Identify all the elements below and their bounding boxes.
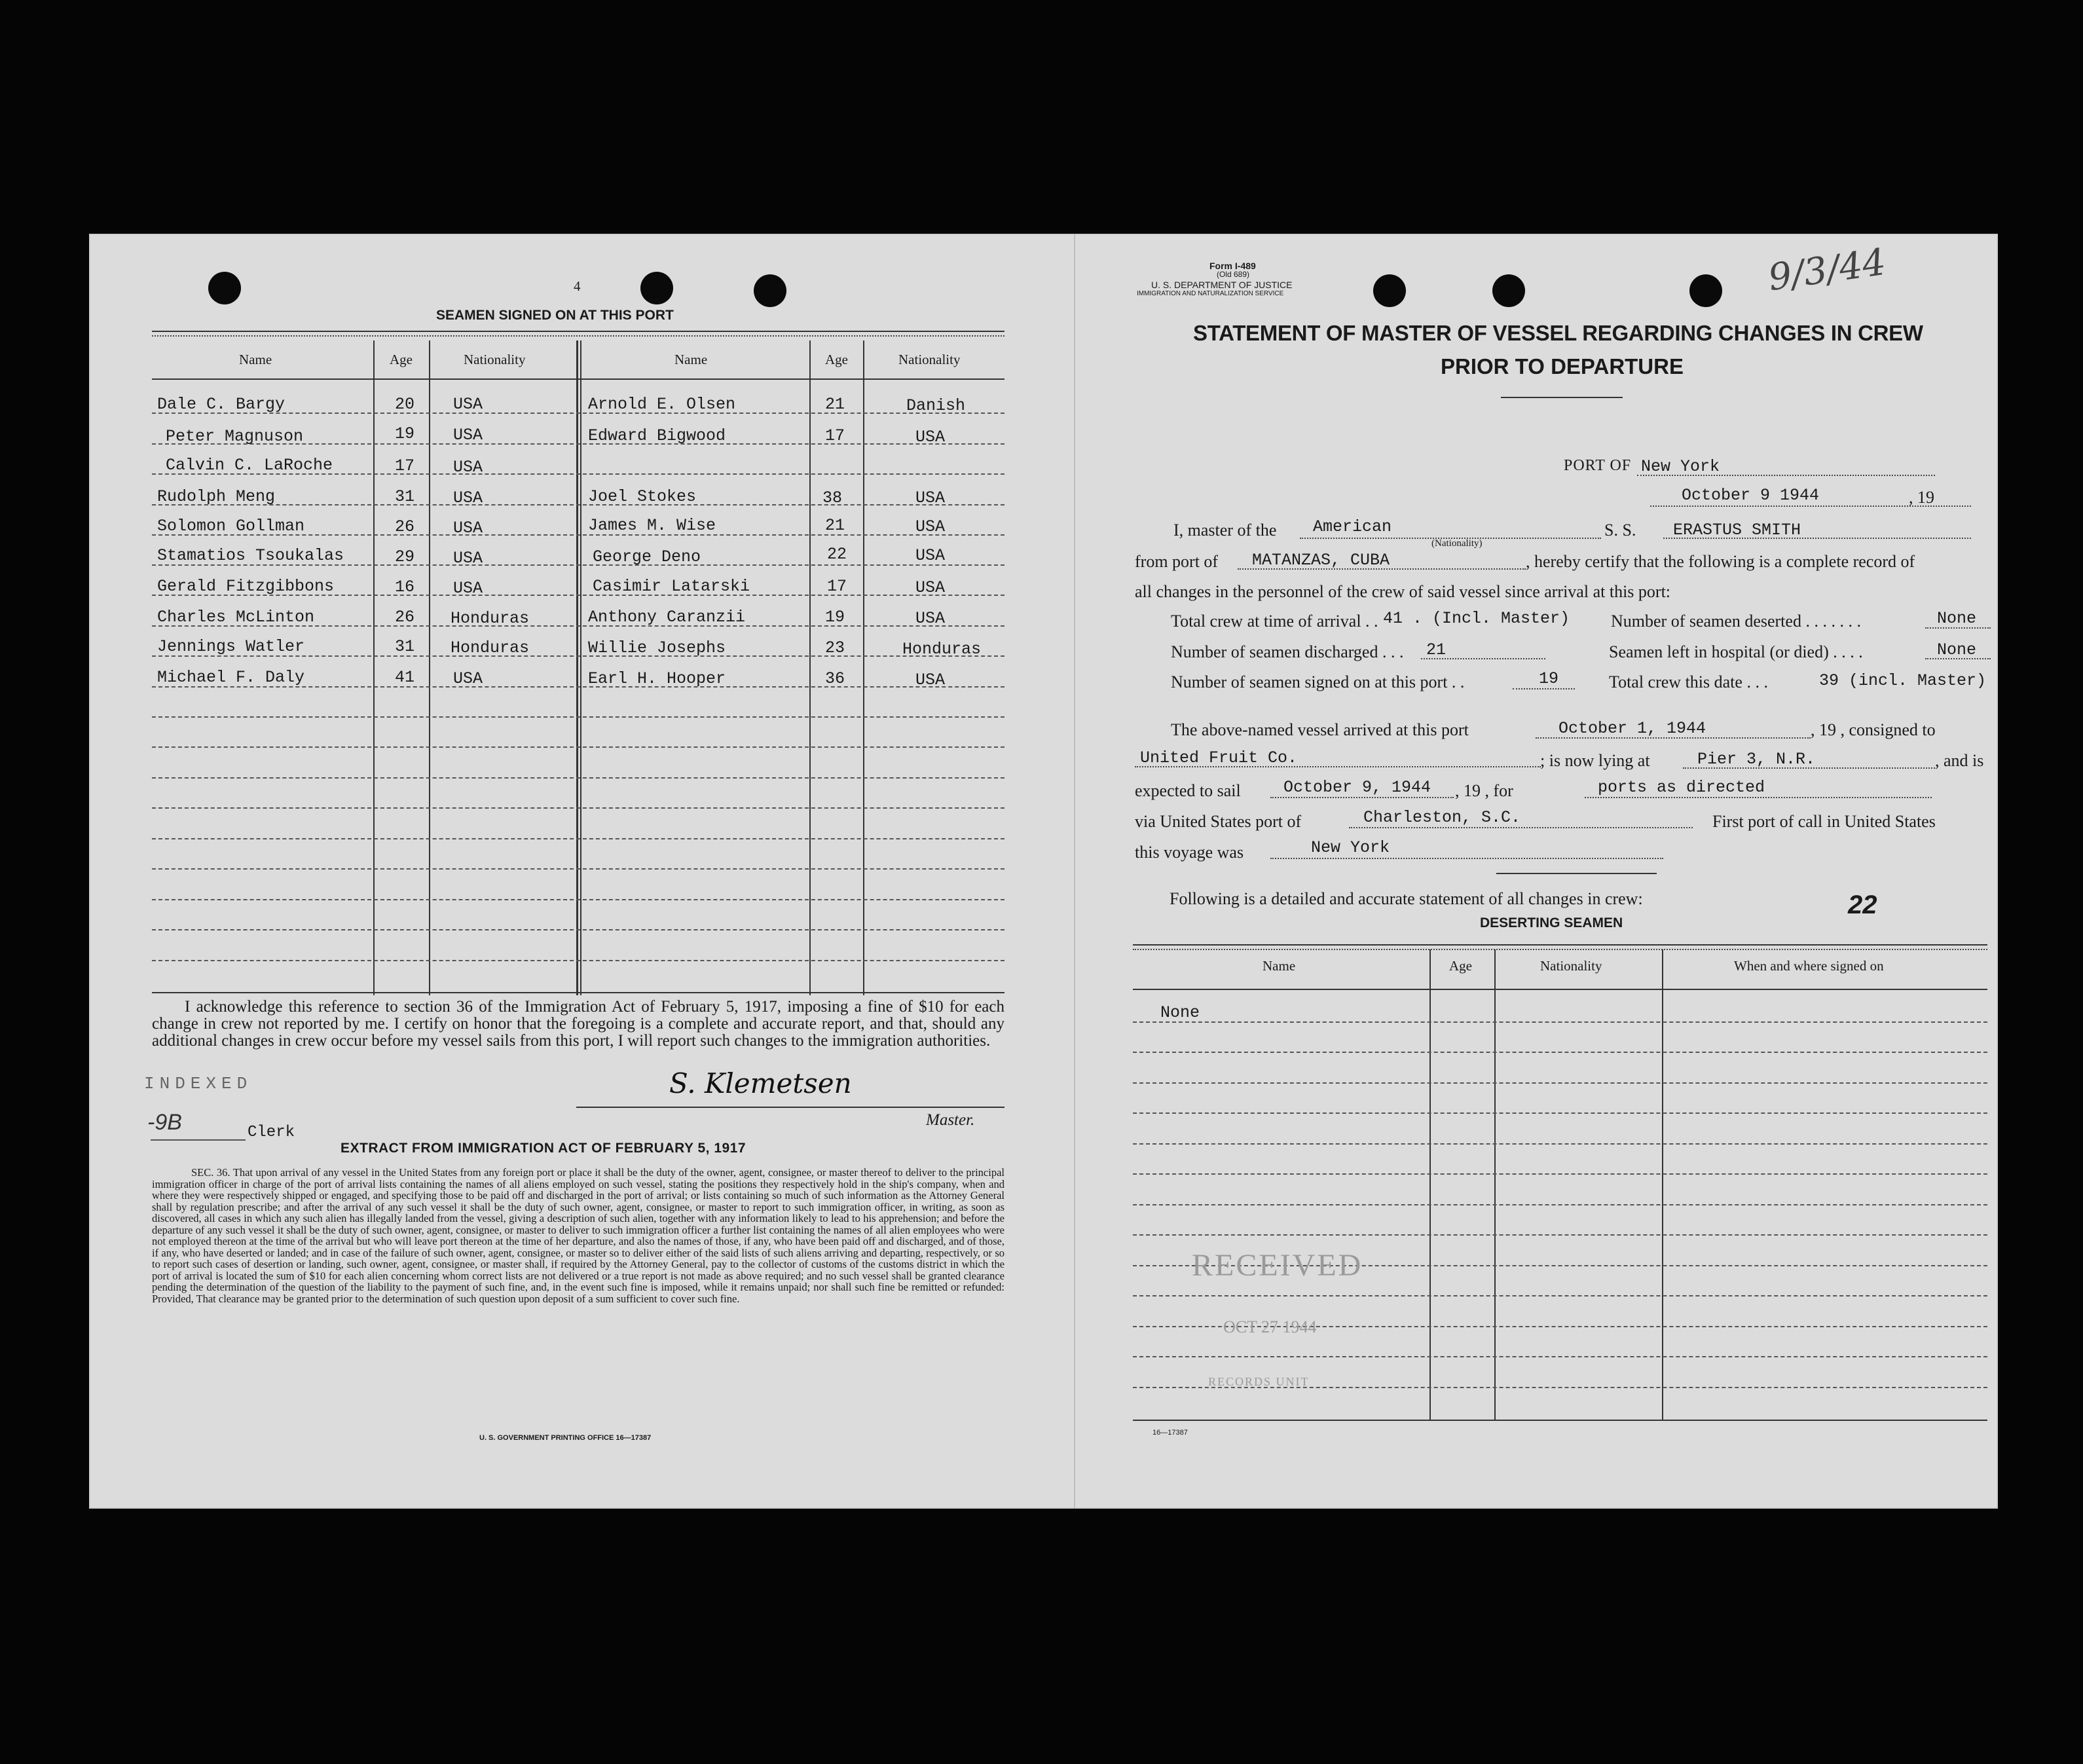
seaman-nationality: Honduras <box>451 609 530 628</box>
form-title-line2: PRIOR TO DEPARTURE <box>1441 354 1684 378</box>
row-rule <box>1133 1234 1987 1236</box>
col-divider <box>809 340 811 995</box>
seaman-nationality: USA <box>453 488 483 507</box>
col-header-nationality: Nationality <box>464 352 526 367</box>
nationality-value: American <box>1313 517 1392 536</box>
punch-hole <box>640 272 673 304</box>
hospital-line <box>1925 658 1991 659</box>
clerk-mark: -9B <box>147 1110 182 1135</box>
date-suffix: , 19 <box>1909 488 1934 507</box>
printer-code: 16—17387 <box>1152 1429 1188 1437</box>
seaman-nationality: USA <box>915 609 946 628</box>
seaman-age: 20 <box>395 395 415 414</box>
total-crew-date-value: 39 (incl. Master) <box>1819 671 1987 690</box>
hospital-label: Seamen left in hospital (or died) . . . . <box>1609 642 1863 661</box>
desert-table-top <box>1133 944 1987 946</box>
col-divider <box>863 340 864 995</box>
row-rule <box>1133 1143 1987 1145</box>
seaman-name: Calvin C. LaRoche <box>166 456 333 475</box>
discharged-value: 21 <box>1426 640 1447 659</box>
row-rule <box>1133 1356 1987 1357</box>
row-rule <box>152 746 1005 748</box>
consigned-label: , 19 , consigned to <box>1811 720 1936 739</box>
deserted-value: None <box>1937 609 1977 628</box>
desert-col-age: Age <box>1449 958 1472 974</box>
punch-hole <box>1689 274 1722 307</box>
seaman-age: 17 <box>827 577 847 596</box>
col-divider <box>373 340 375 995</box>
page-number: 4 <box>574 278 581 294</box>
date-line <box>1650 505 1971 507</box>
all-changes-text: all changes in the personnel of the crew of said vessel since arrival at this port: <box>1135 582 1671 601</box>
desert-col-divider <box>1662 949 1663 1421</box>
seaman-nationality: Honduras <box>451 638 530 657</box>
total-crew-arrival-label: Total crew at time of arrival . . <box>1171 612 1378 631</box>
seaman-name: Peter Magnuson <box>166 427 304 446</box>
arrived-line <box>1536 737 1811 739</box>
acknowledgement-text: I acknowledge this reference to section 36 of the Immigration Act of February 5, 1917, imposing a fine of $10 for each change in crew not reported by me. I certify on honor that the foregoing is a complete and accurate report, and that, should any additional changes in crew occur before my vessel sails from this port, I will report such changes to the immigration authorities. <box>152 998 1005 1050</box>
seaman-age: 21 <box>825 395 845 414</box>
and-is-label: , and is <box>1935 751 1984 770</box>
seaman-age: 16 <box>395 578 415 597</box>
col-header-age: Age <box>390 352 413 367</box>
section-rule <box>1496 873 1657 874</box>
seaman-nationality: USA <box>915 517 946 536</box>
seaman-name: Charles McLinton <box>157 608 315 627</box>
col-header-name-2: Name <box>674 352 708 367</box>
expected-value: October 9, 1944 <box>1283 778 1431 797</box>
discharged-line <box>1421 658 1545 659</box>
desert-first-entry: None <box>1160 1003 1200 1022</box>
table-top-rule <box>152 331 1005 332</box>
desert-col-when-where: When and where signed on <box>1734 958 1884 974</box>
row-rule <box>152 777 1005 779</box>
seaman-age: 31 <box>395 487 415 506</box>
via-label: via United States port of <box>1135 812 1302 831</box>
port-label: PORT OF <box>1564 457 1632 474</box>
master-of-label: I, master of the <box>1173 521 1277 540</box>
title-rule <box>1501 397 1623 398</box>
col-header-name: Name <box>239 352 272 367</box>
received-stamp: RECEIVED <box>1192 1248 1363 1283</box>
nationality-caption: (Nationality) <box>1431 538 1483 549</box>
left-heading: SEAMEN SIGNED ON AT THIS PORT <box>436 308 674 323</box>
hospital-value: None <box>1937 640 1977 659</box>
expected-line <box>1270 797 1454 798</box>
row-rule <box>1133 1204 1987 1205</box>
seaman-name: Michael F. Daly <box>157 668 305 687</box>
row-rule <box>1133 1082 1987 1084</box>
table-top-rule-2 <box>152 335 1005 337</box>
for-value: ports as directed <box>1598 778 1765 797</box>
desert-table-top-2 <box>1133 949 1987 950</box>
seaman-nationality: USA <box>453 458 483 477</box>
certify-text: , hereby certify that the following is a complete record of <box>1526 552 1915 571</box>
row-rule <box>1133 1173 1987 1175</box>
via-line <box>1349 827 1693 828</box>
lying-line <box>1683 767 1935 769</box>
seaman-nationality: USA <box>915 428 946 447</box>
row-rule <box>152 807 1005 809</box>
deserting-heading: DESERTING SEAMEN <box>1480 915 1623 930</box>
seaman-name: Solomon Gollman <box>157 517 305 536</box>
row-rule <box>152 929 1005 930</box>
col-divider-center <box>580 340 581 995</box>
from-port-line <box>1238 568 1526 570</box>
row-rule <box>1133 1295 1987 1296</box>
row-rule <box>152 960 1005 961</box>
desert-header-rule <box>1133 989 1987 990</box>
col-divider-center <box>576 340 578 995</box>
consignee-value: United Fruit Co. <box>1140 748 1298 767</box>
col-divider <box>429 340 430 995</box>
desert-col-divider <box>1494 949 1496 1421</box>
seaman-nationality: USA <box>915 488 946 507</box>
row-rule <box>152 838 1005 839</box>
records-unit-stamp: RECORDS UNIT <box>1208 1375 1310 1388</box>
form-title-line1: STATEMENT OF MASTER OF VESSEL REGARDING CHANGES IN CREW <box>1193 321 1923 345</box>
deserted-line <box>1925 627 1991 629</box>
seaman-name: Earl H. Hooper <box>588 669 726 688</box>
table-bottom-rule <box>152 992 1005 993</box>
seaman-age: 19 <box>825 608 845 627</box>
first-port-label: First port of call in United States <box>1712 812 1936 831</box>
seaman-nationality: USA <box>915 671 946 689</box>
seaman-age: 19 <box>395 424 415 443</box>
seaman-age: 36 <box>825 669 845 688</box>
date-value: October 9 1944 <box>1682 486 1820 505</box>
seaman-name: Jennings Watler <box>157 637 305 656</box>
seaman-name: Anthony Caranzii <box>588 608 746 627</box>
seaman-name: Arnold E. Olsen <box>588 395 736 414</box>
col-header-nationality-2: Nationality <box>898 352 961 367</box>
expected-label: expected to sail <box>1135 781 1241 800</box>
deserted-label: Number of seamen deserted . . . . . . . <box>1611 612 1861 631</box>
seaman-nationality: USA <box>915 546 946 565</box>
header-rule <box>152 378 1005 380</box>
signed-on-line <box>1513 688 1575 689</box>
consignee-line <box>1135 766 1541 767</box>
seaman-age: 23 <box>825 638 845 657</box>
page-fold <box>1074 234 1075 1509</box>
seaman-name: Dale C. Bargy <box>157 395 286 414</box>
arrived-value: October 1, 1944 <box>1558 719 1706 738</box>
signed-on-value: 19 <box>1539 669 1559 688</box>
seaman-age: 21 <box>825 516 845 535</box>
seaman-name: James M. Wise <box>588 516 716 535</box>
seaman-age: 41 <box>395 668 415 687</box>
row-rule <box>152 716 1005 718</box>
extract-text: SEC. 36. That upon arrival of any vessel in the United States from any foreign port or place it shall be the duty of the owner, agent, consignee, or master thereof to deliver to the principal immigration officer in charge of the port of arrival lists containing the names of all aliens employed on such vessel, stating the positions they respectively hold in the ship's company, when and where they were respectively shipped or engaged, and specifying those to be paid off and discharged in the port of arrival; or lists containing so much of such information as the Attorney General shall by regulation prescribe; and after the arrival of any such vessel it shall be the duty of such owner, agent, consignee, or master to report to such immigration officer, in writing, as soon as discovered, all cases in which any such alien has illegally landed from the vessel, giving a description of such alien, together with any information likely to lead to his apprehension; and before the departure of any such vessel it shall be the duty of such owner, agent, consignee, or master to deliver to such immigration officer a further list containing the names of all alien employees who were not employed thereon at the time of the arrival but who will leave port thereon at the time of her departure, and also the names of those, if any, who have been paid off and discharged, and of those, if any, who have deserted or landed; and in case of the failure of such owner, agent, consignee, or master so to deliver either of the said lists of such aliens arriving and departing, respectively, or so to report such cases of desertion or landing, such owner, agent, consignee, or master shall, if required by the Attorney General, pay to the collector of customs of the customs district in which the port of arrival is located the sum of $10 for each alien concerning whom correct lists are not delivered or a true report is not made as above required; and no such vessel shall be granted clearance pending the determination of the question of the liability to the payment of such fine, and, in the event such fine is imposed, while it remains unpaid; nor shall such fine be remitted or refunded: Provided, That clearance may be granted prior to the determination of such question upon deposit of a sum sufficient to cover such fine. <box>152 1166 1005 1305</box>
master-label: Master. <box>926 1111 975 1129</box>
arrived-label: The above-named vessel arrived at this port <box>1171 720 1469 739</box>
seaman-name: Stamatios Tsoukalas <box>157 546 344 565</box>
desert-col-divider <box>1429 949 1431 1421</box>
seaman-nationality: USA <box>915 578 946 597</box>
desert-col-nationality: Nationality <box>1540 958 1602 974</box>
from-port-value: MATANZAS, CUBA <box>1252 551 1390 570</box>
seaman-age: 26 <box>395 517 415 536</box>
via-value: Charleston, S.C. <box>1363 808 1521 827</box>
seaman-name: Gerald Fitzgibbons <box>157 577 335 596</box>
seaman-name: George Deno <box>593 547 701 566</box>
printer-line: U. S. GOVERNMENT PRINTING OFFICE 16—17387 <box>479 1434 652 1442</box>
indexed-stamp: INDEXED <box>144 1074 253 1093</box>
extract-heading: EXTRACT FROM IMMIGRATION ACT OF FEBRUARY 5, 1917 <box>341 1141 747 1156</box>
row-rule <box>1133 1052 1987 1053</box>
for-label: , 19 , for <box>1455 781 1513 800</box>
handwritten-corner-note: 9/3/44 <box>1765 240 1889 300</box>
document-sheet <box>89 234 1998 1509</box>
for-line <box>1585 797 1932 798</box>
voyage-label: this voyage was <box>1135 843 1244 862</box>
signature-line <box>576 1107 1005 1108</box>
ship-line <box>1663 538 1971 539</box>
seaman-name: Casimir Latarski <box>593 577 750 596</box>
seaman-age: 29 <box>395 547 415 566</box>
department: U. S. DEPARTMENT OF JUSTICE <box>1151 280 1293 290</box>
port-value: New York <box>1641 457 1720 476</box>
form-old-number: (Old 689) <box>1217 270 1250 279</box>
row-rule <box>152 899 1005 900</box>
punch-hole <box>1373 274 1406 307</box>
seaman-age: 22 <box>827 545 847 564</box>
seaman-name: Edward Bigwood <box>588 426 726 445</box>
received-date-stamp: OCT 27 1944 <box>1223 1317 1317 1336</box>
seaman-nationality: Honduras <box>902 640 982 659</box>
signed-on-label: Number of seamen signed on at this port . . <box>1171 672 1465 691</box>
discharged-label: Number of seamen discharged . . . <box>1171 642 1404 661</box>
voyage-value: New York <box>1311 838 1390 857</box>
seaman-age: 17 <box>395 456 415 475</box>
seaman-name: Rudolph Meng <box>157 487 276 506</box>
port-line <box>1637 475 1935 476</box>
clerk-label: Clerk <box>248 1124 295 1141</box>
from-port-label: from port of <box>1135 552 1219 571</box>
desert-col-name: Name <box>1263 958 1296 974</box>
seaman-nationality: USA <box>453 579 483 598</box>
seaman-nationality: USA <box>453 426 483 445</box>
punch-hole <box>754 274 786 307</box>
service: IMMIGRATION AND NATURALIZATION SERVICE <box>1137 290 1284 297</box>
seaman-nationality: USA <box>453 669 483 688</box>
page-count-mark: 22 <box>1848 891 1877 919</box>
row-rule <box>1133 1112 1987 1114</box>
clerk-line <box>151 1139 246 1141</box>
total-crew-date-label: Total crew this date . . . <box>1609 672 1768 691</box>
ss-label: S. S. <box>1604 521 1636 540</box>
seaman-age: 31 <box>395 637 415 656</box>
lying-value: Pier 3, N.R. <box>1697 750 1816 769</box>
following-label: Following is a detailed and accurate statement of all changes in crew: <box>1170 889 1643 908</box>
punch-hole <box>208 272 241 304</box>
ship-name: ERASTUS SMITH <box>1673 521 1801 540</box>
desert-table-bottom <box>1133 1420 1987 1421</box>
seaman-age: 26 <box>395 608 415 627</box>
seaman-nationality: USA <box>453 549 483 568</box>
lying-label: ; is now lying at <box>1540 751 1650 770</box>
seaman-nationality: USA <box>453 395 483 414</box>
master-signature: S. Klemetsen <box>669 1067 852 1099</box>
seaman-age: 17 <box>825 426 845 445</box>
row-rule <box>152 868 1005 870</box>
punch-hole <box>1492 274 1525 307</box>
voyage-line <box>1270 858 1663 859</box>
form-number: Form I-489 <box>1209 261 1256 271</box>
seaman-name: Joel Stokes <box>588 487 697 506</box>
col-header-age-2: Age <box>825 352 848 367</box>
seaman-age: 38 <box>822 488 843 507</box>
row-rule <box>152 504 1005 505</box>
total-crew-arrival-value: 41 . (Incl. Master) <box>1383 609 1570 628</box>
seaman-name: Willie Josephs <box>588 638 726 657</box>
row-rule <box>1133 1021 1987 1023</box>
seaman-nationality: Danish <box>906 396 966 415</box>
seaman-nationality: USA <box>453 519 483 538</box>
